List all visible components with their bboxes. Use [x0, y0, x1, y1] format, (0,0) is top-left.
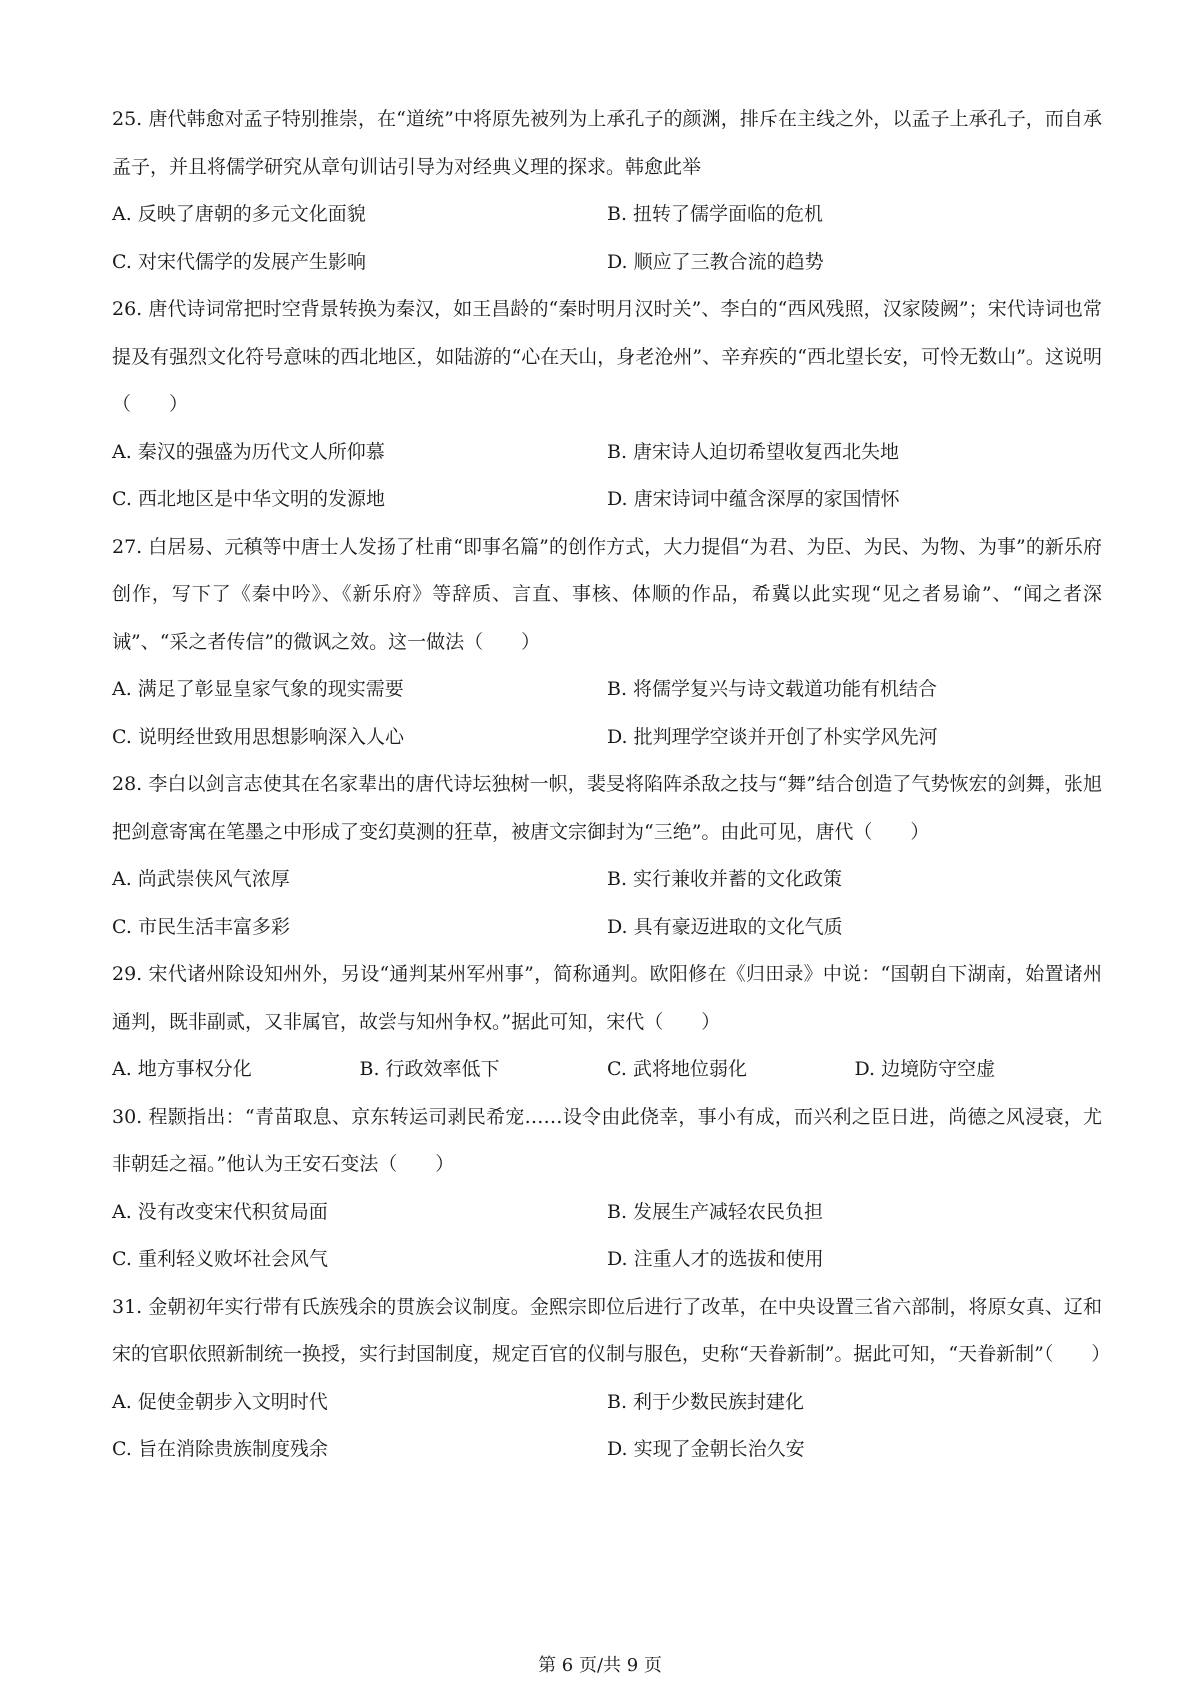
answer-options	[112, 666, 1102, 761]
question-28	[112, 761, 1102, 951]
question-stem: 25. 唐代韩愈对孟子特别推崇，在“道统”中将原先被列为上承孔子的颜渊，排斥在主线之外，以孟子上承孔子，而自承孟子，并且将儒学研究从章句训诂引导为对经典义理的探求。韩愈此举	[112, 108, 1102, 178]
option-a: A. 地方事权分化	[112, 1058, 252, 1080]
question-25	[112, 96, 1102, 286]
question-stem: 31. 金朝初年实行带有氏族残余的贯族会议制度。金熙宗即位后进行了改革，在中央设置三省六部制，将原女真、辽和宋的官职依照新制统一换授，实行封国制度，规定百官的仪制与服色，史称“天眷新制”。据此可知，“天眷新制”（ ）	[112, 1295, 1111, 1365]
option-a: A. 促使金朝步入文明时代	[112, 1390, 328, 1413]
option-c: C. 武将地位弱化	[607, 1058, 747, 1080]
question-stem: 28. 李白以剑言志使其在名家辈出的唐代诗坛独树一帜，裴旻将陷阵杀敌之技与“舞”结合创造了气势恢宏的剑舞，张旭把剑意寄寓在笔墨之中形成了变幻莫测的狂草，被唐文宗御封为“三绝”。由此可见，唐代（ ）	[112, 773, 1102, 843]
option-a: A. 秦汉的强盛为历代文人所仰慕	[112, 440, 385, 463]
option-c: C. 重利轻义败坏社会风气	[112, 1248, 328, 1270]
option-b: B. 将儒学复兴与诗文载道功能有机结合	[607, 678, 938, 700]
option-d: D. 顺应了三教合流的趋势	[607, 250, 824, 273]
option-c: C. 西北地区是中华文明的发源地	[112, 488, 385, 510]
option-c: C. 市民生活丰富多彩	[112, 915, 290, 938]
option-b: B. 发展生产减轻农民负担	[607, 1200, 824, 1223]
option-a: A. 反映了唐朝的多元文化面貌	[112, 203, 366, 225]
answer-options	[112, 856, 1102, 951]
question-31	[112, 1284, 1111, 1474]
answer-options	[112, 429, 1102, 524]
option-c: C. 对宋代儒学的发展产生影响	[112, 250, 366, 273]
answer-options	[112, 191, 1102, 286]
question-stem: 26. 唐代诗词常把时空背景转换为秦汉，如王昌龄的“秦时明月汉时关”、李白的“西风残照，汉家陵阙”；宋代诗词也常提及有强烈文化符号意味的西北地区，如陆游的“心在天山，身老沧州”、辛弃疾的“西北望长安，可怜无数山”。这说明（ ）	[112, 298, 1102, 415]
option-a: A. 满足了彰显皇家气象的现实需要	[112, 678, 404, 700]
option-b: B. 利于少数民族封建化	[607, 1390, 805, 1413]
option-a: A. 尚武崇侠风气浓厚	[112, 868, 290, 890]
option-d: D. 批判理学空谈并开创了朴实学风先河	[607, 725, 938, 748]
option-b: B. 唐宋诗人迫切希望收复西北失地	[607, 440, 900, 463]
option-d: D. 实现了金朝长治久安	[607, 1438, 805, 1460]
question-30	[112, 1094, 1102, 1284]
question-stem: 29. 宋代诸州除设知州外，另设“通判某州军州事”，简称通判。欧阳修在《归田录》中说：“国朝自下湖南，始置诸州通判，既非副贰，又非属官，故尝与知州争权。”据此可知，宋代（ ）	[112, 963, 1102, 1033]
option-d: D. 注重人才的选拔和使用	[607, 1248, 824, 1270]
option-b: B. 扭转了儒学面临的危机	[607, 203, 824, 225]
option-d: D. 边境防守空虚	[854, 1058, 996, 1080]
option-c: C. 旨在消除贵族制度残余	[112, 1438, 328, 1460]
option-d: D. 具有豪迈进取的文化气质	[607, 915, 843, 938]
question-stem: 27. 白居易、元稹等中唐士人发扬了杜甫“即事名篇”的创作方式，大力提倡“为君、为臣、为民、为物、为事”的新乐府创作，写下了《秦中吟》、《新乐府》等辞质、言直、事核、体顺的作品，希冀以此实现“见之者易谕”、“闻之者深诫”、“采之者传信”的微讽之效。这一做法（ ）	[112, 535, 1102, 653]
question-26	[112, 286, 1102, 524]
exam-page-body	[112, 96, 1111, 1474]
option-a: A. 没有改变宋代积贫局面	[112, 1200, 328, 1223]
question-29	[112, 951, 1102, 1094]
question-stem: 30. 程颢指出：“青苗取息、京东转运司剥民希宠……设令由此侥幸，事小有成，而兴利之臣日进，尚德之风浸衰，尤非朝廷之福。”他认为王安石变法（ ）	[112, 1105, 1102, 1175]
answer-options	[112, 1379, 1102, 1474]
option-b: B. 行政效率低下	[359, 1058, 500, 1080]
option-d: D. 唐宋诗词中蕴含深厚的家国情怀	[607, 488, 900, 510]
page-number-footer: 第 6 页/共 9 页	[538, 1655, 662, 1676]
answer-options	[112, 1189, 1102, 1284]
option-c: C. 说明经世致用思想影响深入人心	[112, 725, 404, 748]
question-27	[112, 524, 1102, 762]
answer-options	[112, 1046, 1102, 1094]
option-b: B. 实行兼收并蓄的文化政策	[607, 868, 843, 890]
